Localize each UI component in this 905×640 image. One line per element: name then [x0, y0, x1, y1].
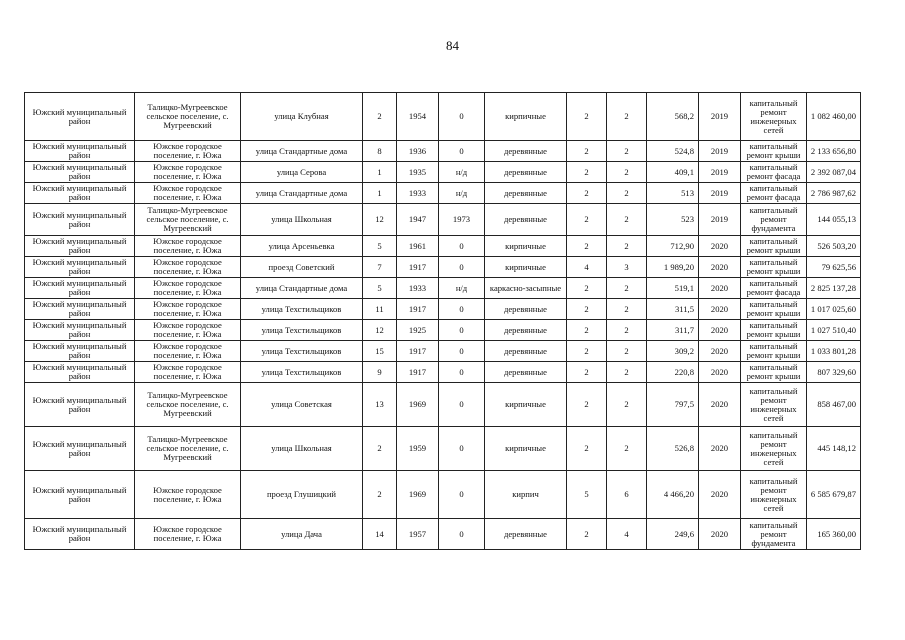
- year-overhaul-cell: 0: [439, 299, 485, 320]
- area-cell: 519,1: [647, 278, 699, 299]
- plan-year-cell: 2020: [699, 236, 741, 257]
- settlement-cell: Южское городское поселение, г. Южа: [135, 320, 241, 341]
- area-cell: 797,5: [647, 383, 699, 427]
- area-cell: 249,6: [647, 519, 699, 550]
- floors-cell: 2: [567, 183, 607, 204]
- table-row: [25, 141, 861, 162]
- year-overhaul-cell: 0: [439, 236, 485, 257]
- year-overhaul-cell: 0: [439, 320, 485, 341]
- settlement-cell: Южское городское поселение, г. Южа: [135, 257, 241, 278]
- wall-material-cell: кирпичные: [485, 93, 567, 141]
- year-built-cell: 1933: [397, 278, 439, 299]
- wall-material-cell: деревянные: [485, 362, 567, 383]
- district-cell: Южский муниципальный район: [25, 471, 135, 519]
- entrances-cell: 2: [607, 427, 647, 471]
- entrances-cell: 2: [607, 204, 647, 236]
- area-cell: 524,8: [647, 141, 699, 162]
- area-cell: 311,5: [647, 299, 699, 320]
- housing-repair-table: [24, 92, 861, 550]
- table-row: [25, 278, 861, 299]
- plan-year-cell: 2020: [699, 257, 741, 278]
- plan-year-cell: 2020: [699, 383, 741, 427]
- entrances-cell: 2: [607, 162, 647, 183]
- street-cell: улица Стандартные дома: [241, 141, 363, 162]
- wall-material-cell: деревянные: [485, 299, 567, 320]
- work-type-cell: капитальный ремонт инженерных сетей: [741, 471, 807, 519]
- year-overhaul-cell: н/д: [439, 278, 485, 299]
- work-type-cell: капитальный ремонт крыши: [741, 362, 807, 383]
- street-cell: улица Стандартные дома: [241, 278, 363, 299]
- entrances-cell: 2: [607, 362, 647, 383]
- settlement-cell: Южское городское поселение, г. Южа: [135, 471, 241, 519]
- page-number: 84: [446, 38, 459, 53]
- street-cell: улица Техстильщиков: [241, 299, 363, 320]
- year-built-cell: 1917: [397, 257, 439, 278]
- work-type-cell: капитальный ремонт фундамента: [741, 204, 807, 236]
- floors-cell: 2: [567, 93, 607, 141]
- area-cell: 712,90: [647, 236, 699, 257]
- table-row: [25, 320, 861, 341]
- year-built-cell: 1969: [397, 471, 439, 519]
- district-cell: Южский муниципальный район: [25, 320, 135, 341]
- cost-cell: 1 082 460,00: [807, 93, 861, 141]
- wall-material-cell: кирпичные: [485, 383, 567, 427]
- floors-cell: 2: [567, 278, 607, 299]
- settlement-cell: Южское городское поселение, г. Южа: [135, 183, 241, 204]
- district-cell: Южский муниципальный район: [25, 204, 135, 236]
- street-cell: улица Техстильщиков: [241, 341, 363, 362]
- year-overhaul-cell: н/д: [439, 183, 485, 204]
- entrances-cell: 2: [607, 299, 647, 320]
- area-cell: 513: [647, 183, 699, 204]
- house-number-cell: 1: [363, 183, 397, 204]
- cost-cell: 526 503,20: [807, 236, 861, 257]
- settlement-cell: Талицко-Мугреевское сельское поселение, с. Мугреевский: [135, 204, 241, 236]
- settlement-cell: Талицко-Мугреевское сельское поселение, с. Мугреевский: [135, 427, 241, 471]
- work-type-cell: капитальный ремонт фасада: [741, 162, 807, 183]
- district-cell: Южский муниципальный район: [25, 162, 135, 183]
- house-number-cell: 5: [363, 278, 397, 299]
- plan-year-cell: 2019: [699, 204, 741, 236]
- plan-year-cell: 2020: [699, 427, 741, 471]
- year-built-cell: 1954: [397, 93, 439, 141]
- year-built-cell: 1935: [397, 162, 439, 183]
- house-number-cell: 2: [363, 93, 397, 141]
- settlement-cell: Южское городское поселение, г. Южа: [135, 341, 241, 362]
- year-overhaul-cell: н/д: [439, 162, 485, 183]
- street-cell: улица Стандартные дома: [241, 183, 363, 204]
- street-cell: проезд Советский: [241, 257, 363, 278]
- floors-cell: 2: [567, 162, 607, 183]
- table-row: [25, 257, 861, 278]
- entrances-cell: 2: [607, 341, 647, 362]
- year-overhaul-cell: 0: [439, 519, 485, 550]
- street-cell: улица Серова: [241, 162, 363, 183]
- district-cell: Южский муниципальный район: [25, 278, 135, 299]
- year-overhaul-cell: 1973: [439, 204, 485, 236]
- district-cell: Южский муниципальный район: [25, 93, 135, 141]
- table-row: [25, 162, 861, 183]
- table-row: [25, 362, 861, 383]
- settlement-cell: Южское городское поселение, г. Южа: [135, 362, 241, 383]
- year-built-cell: 1959: [397, 427, 439, 471]
- wall-material-cell: деревянные: [485, 183, 567, 204]
- work-type-cell: капитальный ремонт крыши: [741, 320, 807, 341]
- cost-cell: 2 392 087,04: [807, 162, 861, 183]
- cost-cell: 2 133 656,80: [807, 141, 861, 162]
- street-cell: улица Техстильщиков: [241, 362, 363, 383]
- entrances-cell: 6: [607, 471, 647, 519]
- table-row: [25, 427, 861, 471]
- year-built-cell: 1947: [397, 204, 439, 236]
- year-built-cell: 1936: [397, 141, 439, 162]
- street-cell: улица Арсеньевка: [241, 236, 363, 257]
- table-body: [25, 93, 861, 550]
- house-number-cell: 12: [363, 320, 397, 341]
- cost-cell: 144 055,13: [807, 204, 861, 236]
- wall-material-cell: каркасно-засыпные: [485, 278, 567, 299]
- district-cell: Южский муниципальный район: [25, 383, 135, 427]
- settlement-cell: Южское городское поселение, г. Южа: [135, 299, 241, 320]
- table-row: [25, 236, 861, 257]
- area-cell: 526,8: [647, 427, 699, 471]
- year-overhaul-cell: 0: [439, 427, 485, 471]
- cost-cell: 1 033 801,28: [807, 341, 861, 362]
- floors-cell: 2: [567, 427, 607, 471]
- year-overhaul-cell: 0: [439, 257, 485, 278]
- entrances-cell: 4: [607, 519, 647, 550]
- settlement-cell: Южское городское поселение, г. Южа: [135, 141, 241, 162]
- table-row: [25, 93, 861, 141]
- plan-year-cell: 2019: [699, 183, 741, 204]
- entrances-cell: 2: [607, 93, 647, 141]
- entrances-cell: 2: [607, 320, 647, 341]
- wall-material-cell: кирпич: [485, 471, 567, 519]
- year-built-cell: 1957: [397, 519, 439, 550]
- house-number-cell: 2: [363, 427, 397, 471]
- floors-cell: 2: [567, 204, 607, 236]
- cost-cell: 1 027 510,40: [807, 320, 861, 341]
- floors-cell: 2: [567, 236, 607, 257]
- plan-year-cell: 2020: [699, 299, 741, 320]
- settlement-cell: Южское городское поселение, г. Южа: [135, 519, 241, 550]
- area-cell: 309,2: [647, 341, 699, 362]
- year-built-cell: 1917: [397, 299, 439, 320]
- entrances-cell: 2: [607, 183, 647, 204]
- year-overhaul-cell: 0: [439, 471, 485, 519]
- work-type-cell: капитальный ремонт крыши: [741, 341, 807, 362]
- year-overhaul-cell: 0: [439, 362, 485, 383]
- house-number-cell: 14: [363, 519, 397, 550]
- settlement-cell: Южское городское поселение, г. Южа: [135, 162, 241, 183]
- area-cell: 311,7: [647, 320, 699, 341]
- plan-year-cell: 2020: [699, 362, 741, 383]
- floors-cell: 2: [567, 299, 607, 320]
- plan-year-cell: 2019: [699, 162, 741, 183]
- settlement-cell: Талицко-Мугреевское сельское поселение, с. Мугреевский: [135, 383, 241, 427]
- cost-cell: 807 329,60: [807, 362, 861, 383]
- entrances-cell: 2: [607, 278, 647, 299]
- cost-cell: 79 625,56: [807, 257, 861, 278]
- district-cell: Южский муниципальный район: [25, 427, 135, 471]
- plan-year-cell: 2020: [699, 320, 741, 341]
- floors-cell: 2: [567, 320, 607, 341]
- work-type-cell: капитальный ремонт крыши: [741, 236, 807, 257]
- cost-cell: 6 585 679,87: [807, 471, 861, 519]
- house-number-cell: 2: [363, 471, 397, 519]
- cost-cell: 445 148,12: [807, 427, 861, 471]
- plan-year-cell: 2019: [699, 93, 741, 141]
- cost-cell: 165 360,00: [807, 519, 861, 550]
- work-type-cell: капитальный ремонт крыши: [741, 299, 807, 320]
- area-cell: 523: [647, 204, 699, 236]
- year-built-cell: 1917: [397, 362, 439, 383]
- street-cell: улица Школьная: [241, 427, 363, 471]
- area-cell: 568,2: [647, 93, 699, 141]
- settlement-cell: Талицко-Мугреевское сельское поселение, с. Мугреевский: [135, 93, 241, 141]
- street-cell: улица Техстильщиков: [241, 320, 363, 341]
- house-number-cell: 5: [363, 236, 397, 257]
- district-cell: Южский муниципальный район: [25, 341, 135, 362]
- settlement-cell: Южское городское поселение, г. Южа: [135, 236, 241, 257]
- house-number-cell: 1: [363, 162, 397, 183]
- wall-material-cell: деревянные: [485, 204, 567, 236]
- wall-material-cell: деревянные: [485, 162, 567, 183]
- wall-material-cell: кирпичные: [485, 236, 567, 257]
- wall-material-cell: деревянные: [485, 519, 567, 550]
- house-number-cell: 12: [363, 204, 397, 236]
- floors-cell: 2: [567, 141, 607, 162]
- table-row: [25, 183, 861, 204]
- area-cell: 409,1: [647, 162, 699, 183]
- house-number-cell: 11: [363, 299, 397, 320]
- settlement-cell: Южское городское поселение, г. Южа: [135, 278, 241, 299]
- floors-cell: 2: [567, 362, 607, 383]
- cost-cell: 1 017 025,60: [807, 299, 861, 320]
- street-cell: улица Дача: [241, 519, 363, 550]
- area-cell: 1 989,20: [647, 257, 699, 278]
- entrances-cell: 2: [607, 383, 647, 427]
- district-cell: Южский муниципальный район: [25, 183, 135, 204]
- entrances-cell: 2: [607, 236, 647, 257]
- work-type-cell: капитальный ремонт крыши: [741, 141, 807, 162]
- cost-cell: 2 825 137,28: [807, 278, 861, 299]
- year-built-cell: 1925: [397, 320, 439, 341]
- floors-cell: 2: [567, 383, 607, 427]
- year-overhaul-cell: 0: [439, 341, 485, 362]
- work-type-cell: капитальный ремонт крыши: [741, 257, 807, 278]
- area-cell: 220,8: [647, 362, 699, 383]
- house-number-cell: 7: [363, 257, 397, 278]
- work-type-cell: капитальный ремонт инженерных сетей: [741, 427, 807, 471]
- wall-material-cell: кирпичные: [485, 257, 567, 278]
- work-type-cell: капитальный ремонт инженерных сетей: [741, 93, 807, 141]
- table-row: [25, 299, 861, 320]
- house-number-cell: 9: [363, 362, 397, 383]
- table-row: [25, 204, 861, 236]
- house-number-cell: 15: [363, 341, 397, 362]
- plan-year-cell: 2020: [699, 278, 741, 299]
- year-built-cell: 1961: [397, 236, 439, 257]
- year-overhaul-cell: 0: [439, 383, 485, 427]
- district-cell: Южский муниципальный район: [25, 299, 135, 320]
- floors-cell: 5: [567, 471, 607, 519]
- table-row: [25, 341, 861, 362]
- plan-year-cell: 2020: [699, 341, 741, 362]
- house-number-cell: 8: [363, 141, 397, 162]
- year-overhaul-cell: 0: [439, 93, 485, 141]
- street-cell: улица Клубная: [241, 93, 363, 141]
- work-type-cell: капитальный ремонт фасада: [741, 278, 807, 299]
- district-cell: Южский муниципальный район: [25, 519, 135, 550]
- district-cell: Южский муниципальный район: [25, 257, 135, 278]
- year-built-cell: 1933: [397, 183, 439, 204]
- work-type-cell: капитальный ремонт фасада: [741, 183, 807, 204]
- year-built-cell: 1917: [397, 341, 439, 362]
- table-row: [25, 383, 861, 427]
- floors-cell: 4: [567, 257, 607, 278]
- table-row: [25, 471, 861, 519]
- entrances-cell: 2: [607, 141, 647, 162]
- cost-cell: 2 786 987,62: [807, 183, 861, 204]
- work-type-cell: капитальный ремонт фундамента: [741, 519, 807, 550]
- area-cell: 4 466,20: [647, 471, 699, 519]
- year-overhaul-cell: 0: [439, 141, 485, 162]
- plan-year-cell: 2019: [699, 141, 741, 162]
- wall-material-cell: деревянные: [485, 141, 567, 162]
- district-cell: Южский муниципальный район: [25, 236, 135, 257]
- house-number-cell: 13: [363, 383, 397, 427]
- table-row: [25, 519, 861, 550]
- entrances-cell: 3: [607, 257, 647, 278]
- wall-material-cell: деревянные: [485, 341, 567, 362]
- street-cell: улица Школьная: [241, 204, 363, 236]
- floors-cell: 2: [567, 519, 607, 550]
- district-cell: Южский муниципальный район: [25, 362, 135, 383]
- street-cell: проезд Глушицкий: [241, 471, 363, 519]
- district-cell: Южский муниципальный район: [25, 141, 135, 162]
- street-cell: улица Советская: [241, 383, 363, 427]
- wall-material-cell: кирпичные: [485, 427, 567, 471]
- floors-cell: 2: [567, 341, 607, 362]
- wall-material-cell: деревянные: [485, 320, 567, 341]
- plan-year-cell: 2020: [699, 519, 741, 550]
- year-built-cell: 1969: [397, 383, 439, 427]
- plan-year-cell: 2020: [699, 471, 741, 519]
- work-type-cell: капитальный ремонт инженерных сетей: [741, 383, 807, 427]
- cost-cell: 858 467,00: [807, 383, 861, 427]
